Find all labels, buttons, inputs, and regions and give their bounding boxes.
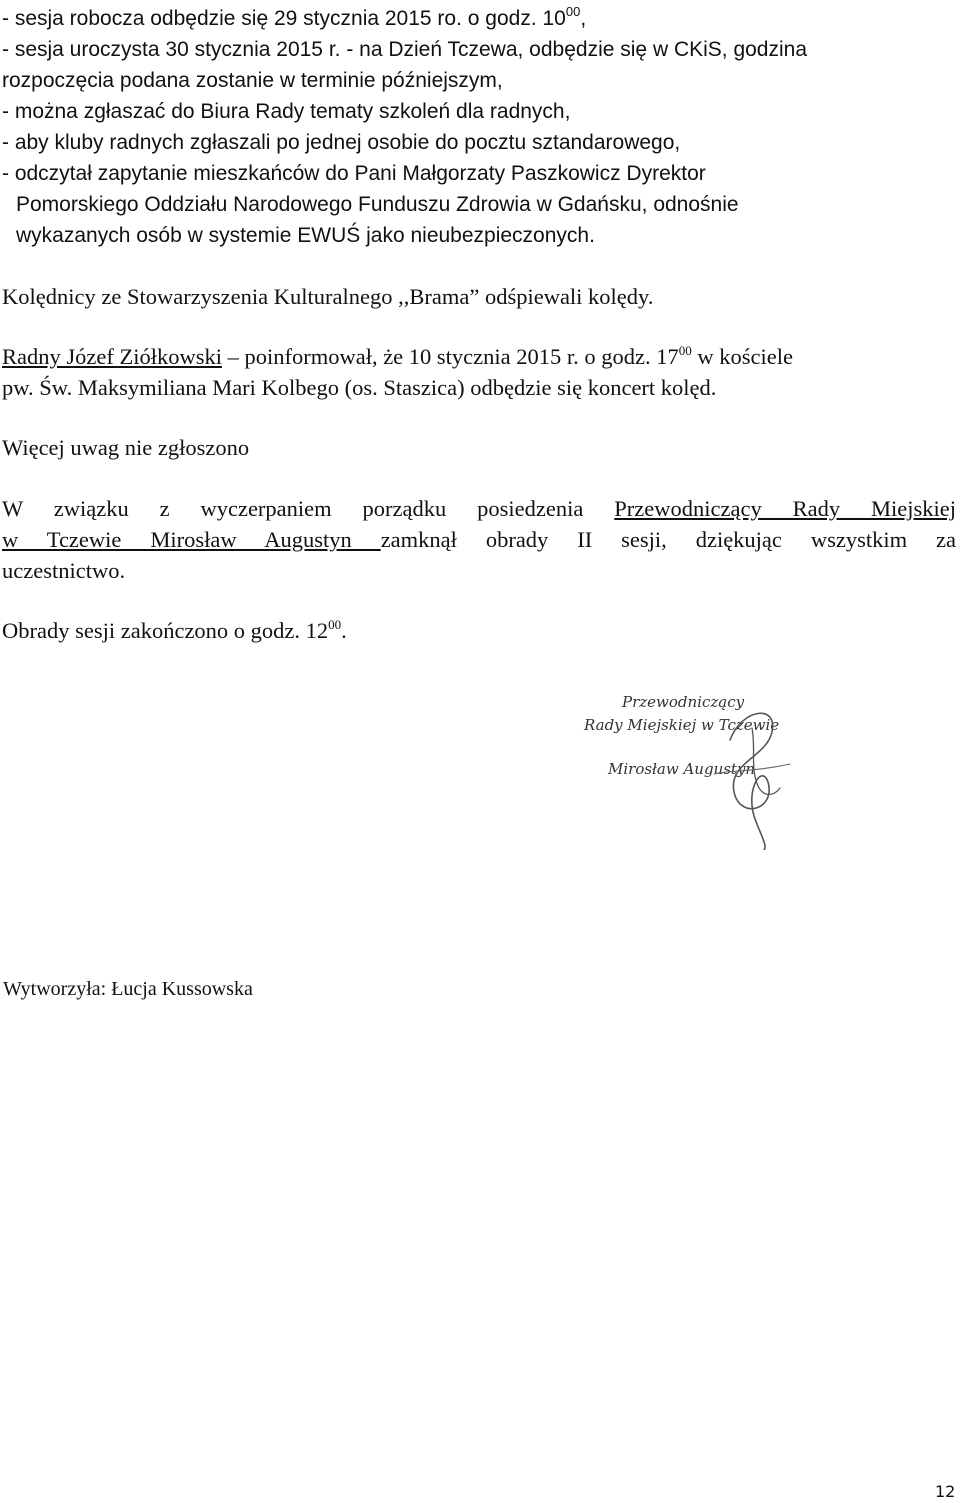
radny-paragraph-line2: pw. Św. Maksymiliana Mari Kolbego (os. Staszica) odbędzie się koncert kolęd. xyxy=(2,375,717,400)
closing-paragraph-line3: uczestnictwo. xyxy=(2,558,126,583)
closing-paragraph-line2: w Tczewie Mirosław Augustyn zamknął obrady II sesji, dziękując wszystkim za xyxy=(2,527,956,552)
closing-paragraph-line1: W związku z wyczerpaniem porządku posiedzenia Przewodniczący Rady Miejskiej xyxy=(2,496,956,521)
list-item: rozpoczęcia podana zostanie w terminie późniejszym, xyxy=(2,69,503,92)
list-item: - odczytał zapytanie mieszkańców do Pani Małgorzaty Paszkowicz Dyrektor xyxy=(2,162,706,185)
stamp-name: Mirosław Augustyn xyxy=(608,760,756,778)
radny-name: Radny Józef Ziółkowski xyxy=(2,344,222,369)
document-author: Wytworzyła: Łucja Kussowska xyxy=(3,978,253,1000)
stamp-title: Przewodniczący xyxy=(622,693,745,711)
list-item: Pomorskiego Oddziału Narodowego Funduszu Zdrowia w Gdańsku, odnośnie xyxy=(16,193,739,216)
end-time-paragraph: Obrady sesji zakończono o godz. $12^{00}$. xyxy=(2,617,347,643)
handwritten-signature xyxy=(690,700,810,850)
uwag-paragraph: Więcej uwag nie zgłoszono xyxy=(2,435,250,460)
list-item: - aby kluby radnych zgłaszali po jednej osobie do pocztu sztandarowego, xyxy=(2,131,681,154)
koledy-paragraph: Kolędnicy ze Stowarzyszenia Kulturalnego ,,Brama” odśpiewali kolędy. xyxy=(2,284,654,309)
page-number: 12 xyxy=(935,1482,956,1501)
list-item: - sesja uroczysta 30 stycznia 2015 r. - na Dzień Tczewa, odbędzie się w CKiS, godzina xyxy=(2,38,808,61)
chairman-title: Przewodniczący Rady Miejskiej xyxy=(614,496,956,521)
chairman-name: w Tczewie Mirosław Augustyn xyxy=(2,527,381,552)
list-item: - sesja robocza odbędzie się 29 stycznia 2015 ro. o godz. $10^{00}$, xyxy=(2,4,587,30)
radny-paragraph: Radny Józef Ziółkowski – poinformował, że 10 stycznia 2015 r. o godz. $17^{00}$ w kościele xyxy=(2,343,793,369)
stamp-council: Rady Miejskiej w Tczewie xyxy=(584,716,780,734)
list-item: - można zgłaszać do Biura Rady tematy szkoleń dla radnych, xyxy=(2,100,571,123)
list-item: wykazanych osób w systemie EWUŚ jako nieubezpieczonych. xyxy=(16,224,595,247)
